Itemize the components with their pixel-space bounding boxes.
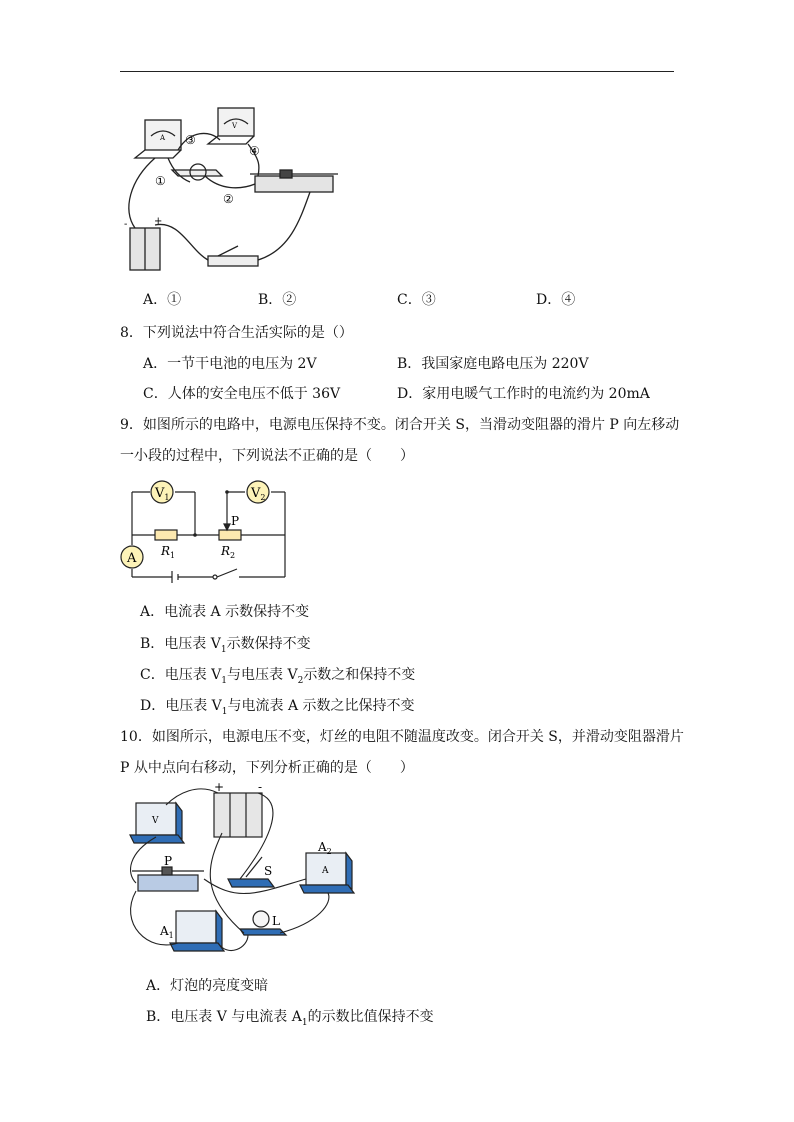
q10-fig-minus: - xyxy=(258,783,263,794)
q9-circuit-diagram xyxy=(115,475,295,585)
q7-option-a[interactable]: A．① xyxy=(143,292,182,308)
q7-fig-label-circle4: ④ xyxy=(249,144,260,158)
q10-option-a[interactable]: A．灯泡的亮度变暗 xyxy=(146,978,269,994)
q9-stem-line1: 9．如图所示的电路中，电源电压保持不变。闭合开关 S，当滑动变阻器的滑片 P 向左移动 xyxy=(120,417,680,433)
q7-fig-label-circle1: ① xyxy=(155,174,166,188)
q9-fig-v1-label: $V_1$ xyxy=(155,486,170,502)
q9-stem-line2: 一小段的过程中，下列说法不正确的是（ ） xyxy=(120,448,414,464)
q10-fig-l-label: L xyxy=(272,914,280,928)
q7-fig-ammeter-label: A xyxy=(160,134,166,142)
q9-fig-v2-label: $V_2$ xyxy=(251,486,266,502)
q7-fig-battery-minus: - xyxy=(124,219,128,230)
q8-option-c[interactable]: C．人体的安全电压不低于 36V xyxy=(143,386,341,402)
q8-stem: 8．下列说法中符合生活实际的是（） xyxy=(120,325,353,341)
q8-option-d[interactable]: D．家用电暖气工作时的电流约为 20mA xyxy=(397,386,650,402)
header-rule xyxy=(120,71,674,72)
q10-fig-a1-label: $A_1$ xyxy=(160,924,174,940)
q10-fig-plus: + xyxy=(214,783,225,794)
q7-fig-label-circle2: ② xyxy=(223,192,234,206)
q7-fig-voltmeter-label: V xyxy=(232,122,238,130)
q10-fig-voltmeter-label: V xyxy=(152,816,159,826)
q7-circuit-figure xyxy=(110,100,350,275)
q8-option-b[interactable]: B．我国家庭电路电压为 220V xyxy=(397,356,589,372)
q8-option-a[interactable]: A．一节干电池的电压为 2V xyxy=(143,356,317,372)
q7-option-c[interactable]: C．③ xyxy=(397,292,436,308)
q9-fig-ammeter-label: A xyxy=(127,551,137,566)
q7-option-b[interactable]: B．② xyxy=(258,292,297,308)
q10-fig-a2-meter-label: A xyxy=(322,866,329,876)
q10-fig-a2-label: $A_2$ xyxy=(318,840,332,856)
q7-option-d[interactable]: D．④ xyxy=(536,292,576,308)
q10-fig-s-label: S xyxy=(264,864,273,878)
q9-option-d[interactable]: D．电压表 $V_1$与电流表 A 示数之比保持不变 xyxy=(140,698,415,717)
q10-option-b[interactable]: B．电压表 V 与电流表 $A_1$的示数比值保持不变 xyxy=(146,1009,434,1028)
q9-option-a[interactable]: A．电流表 A 示数保持不变 xyxy=(140,604,310,620)
q9-option-c[interactable]: C．电压表 $V_1$与电压表 $V_2$示数之和保持不变 xyxy=(140,667,416,686)
q10-circuit-figure xyxy=(118,783,358,958)
q7-fig-label-circle3: ③ xyxy=(185,133,196,147)
q9-fig-p-label: P xyxy=(231,514,240,528)
q7-fig-battery-plus: + xyxy=(154,216,163,227)
q10-stem-line1: 10．如图所示，电源电压不变，灯丝的电阻不随温度改变。闭合开关 S，并滑动变阻器滑片 xyxy=(120,729,684,745)
q10-fig-p-label: P xyxy=(164,854,173,868)
q9-fig-r2-label: $R_2$ xyxy=(221,544,236,560)
q10-stem-line2: P 从中点向右移动，下列分析正确的是（ ） xyxy=(120,760,414,776)
q9-option-b[interactable]: B．电压表 $V_1$示数保持不变 xyxy=(140,636,311,655)
q9-fig-r1-label: $R_1$ xyxy=(161,544,176,560)
